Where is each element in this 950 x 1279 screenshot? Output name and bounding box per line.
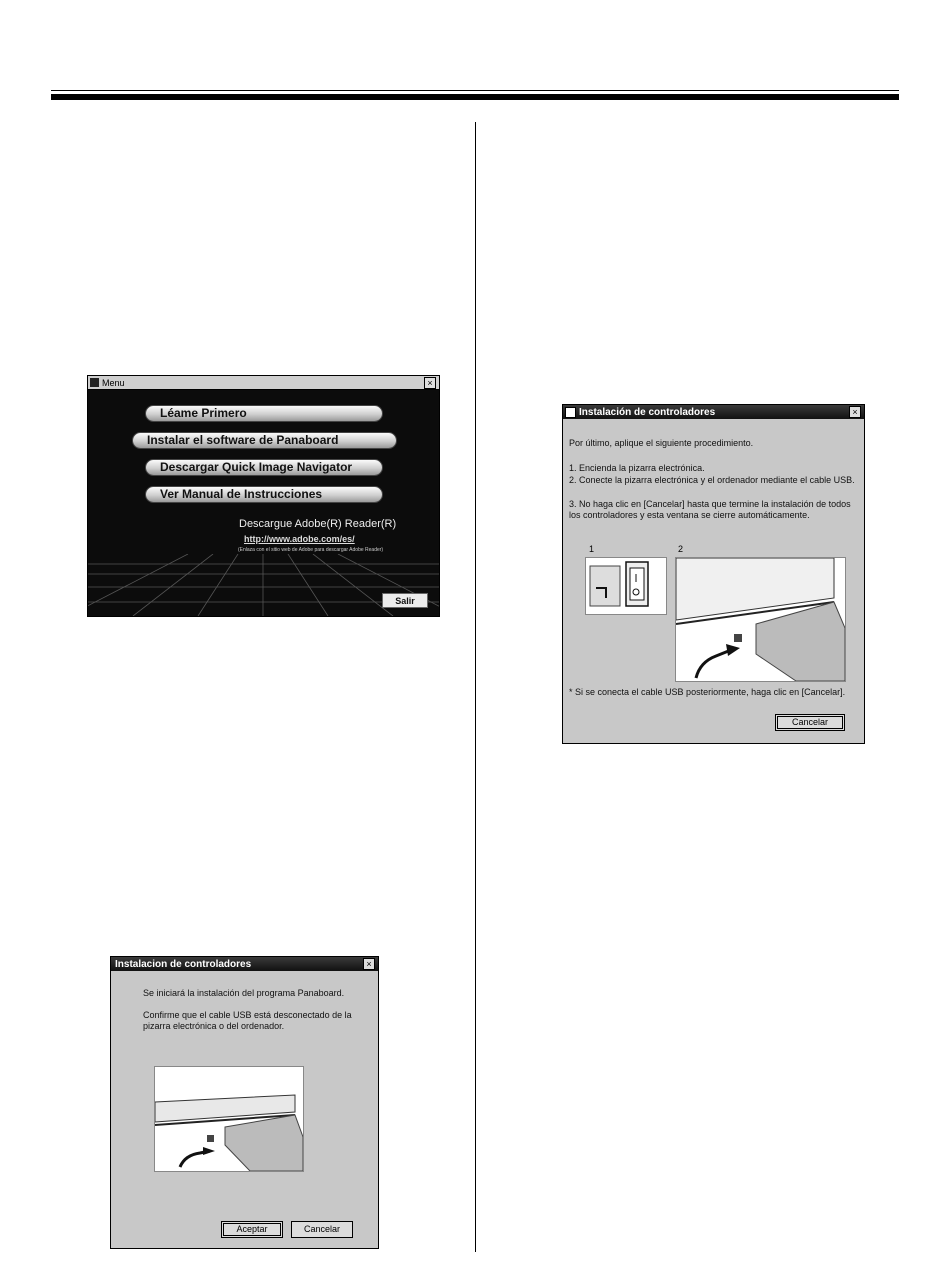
figure-2-label: 2: [678, 544, 684, 554]
adobe-heading: Descargue Adobe(R) Reader(R): [239, 518, 397, 530]
readme-button[interactable]: Léame Primero: [145, 405, 383, 422]
header-rule-thick: [51, 94, 899, 100]
intro-text: Por último, aplique el siguiente procedimiento.: [569, 438, 754, 448]
usb-connect-illustration: [675, 557, 846, 682]
adobe-note: (Enlaza con el sitio web de Adobe para descargar Adobe Reader): [238, 547, 384, 553]
install-start-dialog: [110, 956, 379, 1249]
dialog-title: Instalación de controladores: [579, 406, 716, 418]
adobe-link[interactable]: http://www.adobe.com/es/: [244, 534, 355, 544]
install-start-titlebar: [111, 957, 378, 971]
figure-1-label: 1: [589, 544, 595, 554]
accept-button[interactable]: Aceptar: [221, 1221, 283, 1238]
menu-titlebar: [88, 376, 439, 390]
app-icon: [90, 378, 99, 387]
power-switch-illustration: [585, 557, 667, 615]
footnote-text: * Si se conecta el cable USB posteriormente, haga clic en [Cancelar].: [569, 687, 846, 697]
start-message: Se iniciará la instalación del programa Panaboard.: [143, 988, 345, 998]
close-icon[interactable]: ×: [849, 406, 861, 418]
close-icon[interactable]: ×: [363, 958, 375, 970]
install-final-dialog: [562, 404, 865, 744]
dialog-title: Instalacion de controladores: [115, 958, 252, 970]
close-icon[interactable]: ×: [424, 377, 436, 389]
cancel-button[interactable]: Cancelar: [775, 714, 845, 731]
header-rule-thin: [51, 90, 899, 91]
usb-disconnect-illustration: [154, 1066, 304, 1172]
installer-icon: [565, 407, 576, 418]
usb-disconnect-message: Confirme que el cable USB está desconectado de la pizarra electrónica o del ordenador.: [143, 1010, 352, 1031]
step-3-text: 3. No haga clic en [Cancelar] hasta que termine la instalación de todos los controladores y esta ventana se cierre automáticamente.: [569, 499, 851, 520]
step-2-text: 2. Conecte la pizarra electrónica y el ordenador mediante el cable USB.: [569, 475, 855, 485]
menu-window: [87, 375, 440, 617]
exit-button[interactable]: Salir: [382, 593, 428, 608]
cancel-button[interactable]: Cancelar: [291, 1221, 353, 1238]
menu-title: Menu: [102, 377, 125, 388]
column-divider: [475, 122, 476, 1252]
step-1-text: 1. Encienda la pizarra electrónica.: [569, 463, 705, 473]
install-final-titlebar: [563, 405, 864, 419]
view-manual-button[interactable]: Ver Manual de Instrucciones: [145, 486, 383, 503]
install-software-button[interactable]: Instalar el software de Panaboard: [132, 432, 397, 449]
download-navigator-button[interactable]: Descargar Quick Image Navigator: [145, 459, 383, 476]
